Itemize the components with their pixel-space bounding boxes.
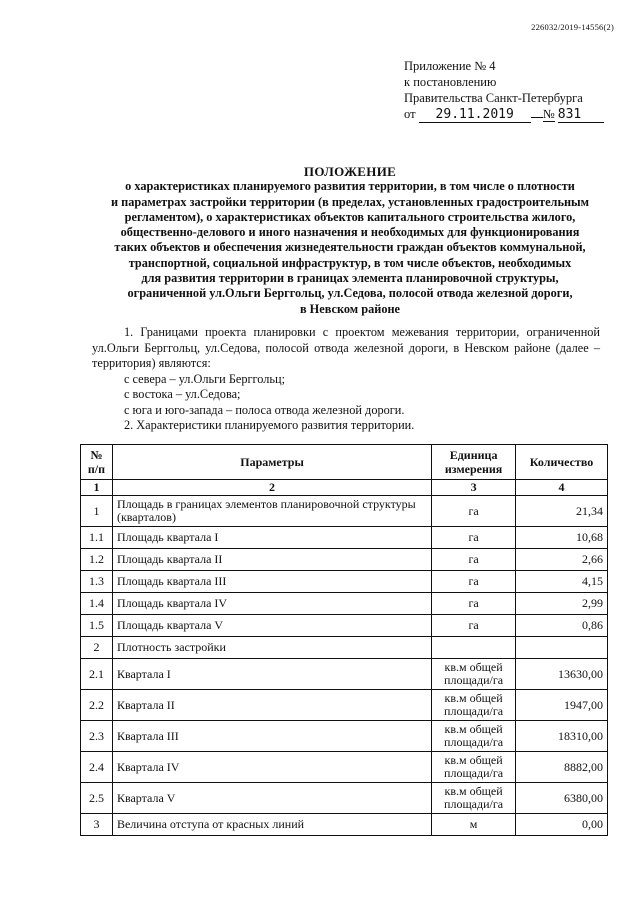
title-line: регламентом), о характеристиках объектов капитального строительства жилого, <box>124 209 576 224</box>
header-number-line1: № <box>90 448 103 462</box>
row-number: 1.1 <box>81 527 113 549</box>
title-heading: ПОЛОЖЕНИЕ <box>303 164 397 179</box>
row-unit <box>432 637 516 659</box>
row-quantity <box>516 637 608 659</box>
title-line: в Невском районе <box>299 301 401 316</box>
header-number-line2: п/п <box>87 462 106 476</box>
row-number: 2.5 <box>81 783 113 814</box>
row-parameter: Площадь квартала III <box>112 571 431 593</box>
table-row <box>81 752 608 783</box>
appendix-date: 29.11.2019 <box>419 108 531 123</box>
row-number: 1.4 <box>81 593 113 615</box>
row-number: 2.2 <box>81 690 113 721</box>
appendix-number-label: № <box>542 107 555 121</box>
appendix-doc-number: 831 <box>558 108 604 123</box>
row-unit: га <box>432 496 516 527</box>
row-parameter: Квартала V <box>112 783 431 814</box>
row-parameter: Площадь квартала I <box>112 527 431 549</box>
row-parameter: Плотность застройки <box>112 637 431 659</box>
row-number: 2.3 <box>81 721 113 752</box>
row-parameter: Площадь квартала II <box>112 549 431 571</box>
document-title <box>60 164 640 317</box>
table-row <box>81 615 608 637</box>
row-number: 3 <box>81 814 113 836</box>
row-unit: га <box>432 549 516 571</box>
row-quantity: 6380,00 <box>516 783 608 814</box>
table-row <box>81 637 608 659</box>
row-unit: кв.м общей площади/га <box>432 721 516 752</box>
row-unit: кв.м общей площади/га <box>432 690 516 721</box>
row-unit: кв.м общей площади/га <box>432 659 516 690</box>
table-colnum-row <box>81 480 608 496</box>
row-parameter: Величина отступа от красных линий <box>112 814 431 836</box>
row-parameter: Квартала IV <box>112 752 431 783</box>
table-row <box>81 721 608 752</box>
table-row <box>81 527 608 549</box>
table-row <box>81 690 608 721</box>
header-unit-line1: Единица <box>449 448 498 462</box>
row-quantity: 4,15 <box>516 571 608 593</box>
row-quantity: 18310,00 <box>516 721 608 752</box>
row-parameter: Площадь квартала IV <box>112 593 431 615</box>
appendix-block <box>404 58 604 123</box>
row-quantity: 21,34 <box>516 496 608 527</box>
table-row <box>81 496 608 527</box>
row-number: 2.1 <box>81 659 113 690</box>
table-row <box>81 659 608 690</box>
row-unit: га <box>432 571 516 593</box>
appendix-government: Правительства Санкт-Петербурга <box>404 91 583 105</box>
row-number: 1.5 <box>81 615 113 637</box>
row-quantity: 8882,00 <box>516 752 608 783</box>
characteristics-paragraph: 2. Характеристики планируемого развития территории. <box>124 418 415 432</box>
title-line: таких объектов и обеспечения жизнедеятельности граждан объектов коммунальной, <box>114 240 586 255</box>
boundary-east: с востока – ул.Седова; <box>124 387 241 401</box>
table-row <box>81 814 608 836</box>
header-unit <box>432 445 516 480</box>
row-number: 1.2 <box>81 549 113 571</box>
table-row <box>81 571 608 593</box>
row-unit: га <box>432 593 516 615</box>
row-parameter: Площадь в границах элементов планировочной структуры (кварталов) <box>112 496 431 527</box>
colnum-1: 1 <box>81 480 113 496</box>
row-number: 1 <box>81 496 113 527</box>
header-params: Параметры <box>112 445 431 480</box>
row-unit: га <box>432 615 516 637</box>
row-quantity: 13630,00 <box>516 659 608 690</box>
title-line: и параметрах застройки территории (в пределах, установленных градостроительным <box>110 194 590 209</box>
row-parameter: Площадь квартала V <box>112 615 431 637</box>
title-line: о характеристиках планируемого развития территории, в том числе о плотности <box>125 179 575 194</box>
row-unit: кв.м общей площади/га <box>432 783 516 814</box>
colnum-3: 3 <box>432 480 516 496</box>
row-quantity: 1947,00 <box>516 690 608 721</box>
row-quantity: 0,00 <box>516 814 608 836</box>
appendix-number: Приложение № 4 <box>404 59 496 73</box>
title-line: ограниченной ул.Ольги Берггольц, ул.Седова, полосой отвода железной дороги, <box>127 286 573 301</box>
boundaries-paragraph: 1. Границами проекта планировки с проектом межевания территории, ограниченной ул.Ольги Берггольц, ул.Седова, полосой отвода железной дороги, в Невском районе (далее – территория) являются: <box>92 325 600 370</box>
table-row <box>81 783 608 814</box>
row-quantity: 0,86 <box>516 615 608 637</box>
header-quantity: Количество <box>516 445 608 480</box>
boundary-north: с севера – ул.Ольги Берггольц; <box>124 371 286 386</box>
row-unit: кв.м общей площади/га <box>432 752 516 783</box>
appendix-date-line <box>404 106 604 123</box>
row-quantity: 2,99 <box>516 593 608 615</box>
document-id: 226032/2019-14556(2) <box>531 22 614 32</box>
row-unit: га <box>432 527 516 549</box>
appendix-resolution: к постановлению <box>404 75 497 89</box>
boundary-south: с юга и юго-запада – полоса отвода железной дороги. <box>124 402 405 417</box>
row-number: 2.4 <box>81 752 113 783</box>
header-unit-line2: измерения <box>444 462 503 476</box>
row-number: 1.3 <box>81 571 113 593</box>
row-parameter: Квартала III <box>112 721 431 752</box>
table-row <box>81 593 608 615</box>
table-row <box>81 549 608 571</box>
row-parameter: Квартала I <box>112 659 431 690</box>
characteristics-table <box>80 444 608 836</box>
row-parameter: Квартала II <box>112 690 431 721</box>
colnum-4: 4 <box>516 480 608 496</box>
row-quantity: 2,66 <box>516 549 608 571</box>
document-body <box>92 325 600 434</box>
row-number: 2 <box>81 637 113 659</box>
title-line: транспортной, социальной инфраструктур, в том числе объектов, необходимых <box>128 255 572 270</box>
table-header-row <box>81 445 608 480</box>
colnum-2: 2 <box>112 480 431 496</box>
header-number <box>81 445 113 480</box>
title-line: общественно-делового и иного назначения и необходимых для функционирования <box>120 225 580 240</box>
row-quantity: 10,68 <box>516 527 608 549</box>
appendix-from-label: от <box>404 107 416 121</box>
title-line: для развития территории в границах элемента планировочной структуры, <box>141 271 559 286</box>
row-unit: м <box>432 814 516 836</box>
